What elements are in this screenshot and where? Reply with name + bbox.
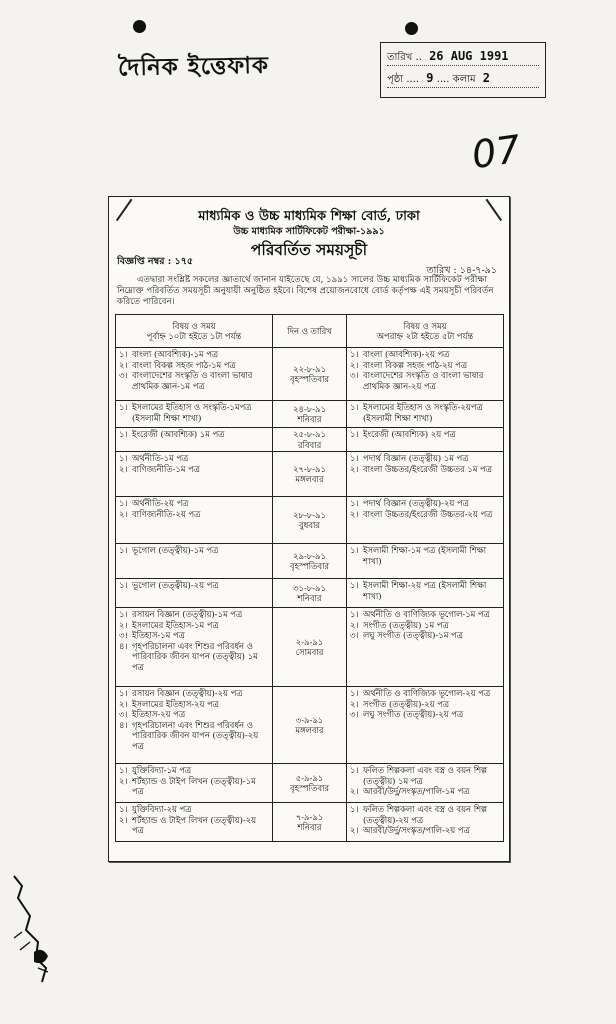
subject-text: ইসলামী শিক্ষা-১ম পত্র (ইসলামী শিক্ষা শাখা) (363, 545, 487, 566)
afternoon-subject-list (350, 580, 500, 601)
subject-number: ৩। (119, 709, 128, 719)
subject-number: ৩। (350, 709, 359, 719)
exam-date: ২৮-৮-৯১ (293, 509, 326, 520)
subject-item (350, 786, 500, 797)
subject-number: ১। (350, 609, 359, 619)
date-cell (273, 401, 347, 428)
afternoon-cell (347, 608, 504, 687)
subject-text: পদার্থ বিজ্ঞান (তত্ত্বীয়) ১ম পত্র (363, 453, 469, 463)
schedule-body (116, 348, 504, 842)
archive-number: 07 (469, 126, 524, 178)
stamp-column-label: কলাম (452, 74, 476, 85)
subject-text: ভূগোল (তত্ত্বীয়)-১ম পত্র (132, 545, 219, 555)
subject-text: বাংলাদেশের সংস্কৃতি ও বাংলা ভাষার প্রাথমিক জ্ঞান-১ম পত্র (132, 370, 253, 391)
morning-cell (116, 764, 273, 803)
subject-item (119, 641, 269, 673)
subject-text: অর্থনীতি-১ম পত্র (132, 453, 189, 463)
exam-date: ৫-৯-৯১ (295, 772, 324, 783)
subject-text: ইংরেজী (আবশ্যিক) ১ম পত্র (132, 429, 225, 439)
subject-item (350, 370, 500, 391)
subject-item (350, 804, 500, 825)
subject-text: বাণিজ্যনীতি-১ম পত্র (132, 463, 200, 474)
subject-number: ৪। (119, 719, 128, 730)
subject-number: ১। (119, 429, 128, 439)
stamp-date-label: তারিখ (387, 52, 413, 63)
afternoon-subject-list (350, 429, 500, 440)
table-row (116, 764, 504, 803)
subject-item (119, 580, 269, 591)
subject-text: বাংলা উচ্চতর/ইংরেজী উচ্চতর ১ম পত্র (363, 463, 492, 474)
subject-number: ১। (350, 429, 359, 439)
exam-name: উচ্চ মাধ্যমিক সার্টিফিকেট পরীক্ষা-১৯৯১ (233, 226, 385, 237)
afternoon-cell (347, 764, 504, 803)
table-header-row (116, 315, 504, 348)
subject-text: যুক্তিবিদ্যা-২য় পত্র (132, 804, 192, 814)
subject-item (119, 509, 269, 520)
subject-text: অর্থনীতি-২য় পত্র (132, 498, 189, 508)
subject-number: ১। (119, 609, 128, 619)
archive-stamp (380, 42, 546, 98)
morning-subject-list (119, 545, 269, 556)
subject-item (350, 699, 500, 710)
morning-subject-list (119, 429, 269, 440)
subject-item (119, 720, 269, 752)
subject-item (119, 765, 269, 776)
subject-item (119, 498, 269, 509)
afternoon-subject-list (350, 498, 500, 519)
morning-cell (116, 544, 273, 579)
afternoon-cell (347, 452, 504, 497)
stamp-page-label: পৃষ্ঠা (387, 74, 404, 85)
subject-number: ১। (119, 688, 128, 698)
subject-text: বাংলা বিকল্প সহজ পাঠ-১ম পত্র (132, 359, 236, 370)
date-cell (273, 764, 347, 803)
morning-cell (116, 687, 273, 764)
subject-item (350, 688, 500, 699)
date-cell (273, 803, 347, 842)
morning-subject-list (119, 580, 269, 591)
subject-item (119, 776, 269, 797)
subject-text: শর্টহ্যান্ড ও টাইপ লিখন (তত্ত্বীয়)-১ম পত্র (132, 775, 256, 796)
exam-day: বৃহস্পতিবার (289, 561, 330, 571)
stamp-page-value: 9 (426, 71, 434, 85)
subject-item (350, 825, 500, 836)
table-row (116, 428, 504, 452)
subject-text: ইতিহাস-২য় পত্র (132, 709, 186, 719)
subject-item (350, 545, 500, 566)
date-cell (273, 428, 347, 452)
subject-number: ৩। (350, 630, 359, 640)
subject-text: অর্থনীতি ও বাণিজ্যিক ভূগোল-১ম পত্র (363, 609, 490, 619)
exam-day: বৃহস্পতিবার (289, 374, 330, 384)
subject-number: ১। (350, 545, 359, 555)
afternoon-cell (347, 497, 504, 544)
subject-item (350, 498, 500, 509)
morning-cell (116, 428, 273, 452)
morning-cell (116, 348, 273, 401)
subject-item (350, 580, 500, 601)
subject-item (350, 429, 500, 440)
subject-number: ১। (119, 402, 128, 412)
subject-number: ৩। (350, 370, 359, 380)
exam-date: ২৯-৮-৯১ (293, 550, 326, 561)
morning-cell (116, 608, 273, 687)
notice-number: বিজ্ঞপ্তি নম্বর : ১৭৫ (117, 256, 194, 267)
subject-text: লঘু সংগীত (তত্ত্বীয়)-১ম পত্র (363, 630, 463, 640)
exam-date: ২৫-৮-৯১ (293, 429, 326, 439)
subject-item (350, 709, 500, 720)
morning-subject-list (119, 402, 269, 423)
subject-item (119, 815, 269, 836)
subject-text: ইসলামী শিক্ষা-২য় পত্র (ইসলামী শিক্ষা শাখা) (363, 580, 487, 601)
punch-hole-left (133, 20, 146, 33)
table-row (116, 803, 504, 842)
afternoon-subject-list (350, 545, 500, 566)
date-cell (273, 544, 347, 579)
exam-date: ২-৯-৯১ (295, 636, 324, 647)
subject-number: ২। (119, 463, 128, 474)
subject-item (350, 630, 500, 641)
exam-day: সোমবার (295, 647, 324, 657)
subject-text: বাংলা উচ্চতর/ইংরেজী উচ্চতর-২য় পত্র (363, 508, 493, 519)
afternoon-cell (347, 579, 504, 608)
stamp-date-value: 26 AUG 1991 (429, 49, 509, 63)
afternoon-subject-list (350, 609, 500, 641)
subject-text: সংগীত (তত্ত্বীয়)-২য় পত্র (363, 698, 450, 709)
subject-number: ১। (119, 580, 128, 590)
subject-item (119, 609, 269, 620)
subject-number: ২। (119, 508, 128, 519)
subject-item (119, 688, 269, 699)
board-name: মাধ্যমিক ও উচ্চ মাধ্যমিক শিক্ষা বোর্ড, ঢাকা (198, 209, 420, 224)
morning-cell (116, 579, 273, 608)
punch-hole-right (405, 22, 418, 35)
subject-item (350, 453, 500, 464)
table-row (116, 608, 504, 687)
subject-number: ২। (350, 786, 359, 796)
subject-text: অর্থনীতি ও বাণিজ্যিক ভূগোল-২য় পত্র (363, 688, 491, 698)
col-header-morning: বিষয় ও সময় পূর্বাহ্ন ১০টা হইতে ১টা পর্যন্ত (116, 315, 273, 348)
exam-date: ৩-৯-৯১ (295, 714, 324, 725)
subject-text: আরবী/উর্দু/সংস্কৃত/পালি-১ম পত্র (363, 786, 470, 796)
morning-cell (116, 497, 273, 544)
exam-day: শনিবার (297, 414, 322, 424)
afternoon-subject-list (350, 804, 500, 836)
subject-number: ১। (350, 765, 359, 775)
morning-subject-list (119, 609, 269, 672)
date-cell (273, 348, 347, 401)
col-header-date: দিন ও তারিখ (273, 315, 347, 348)
subject-text: পদার্থ বিজ্ঞান (তত্ত্বীয়)-২য় পত্র (363, 498, 469, 508)
subject-text: ইসলামের ইতিহাস ও সংস্কৃতি-২য়পত্র (ইসলামী শিক্ষা শাখা) (363, 402, 483, 423)
morning-subject-list (119, 804, 269, 836)
afternoon-subject-list (350, 765, 500, 797)
col-header-afternoon: বিষয় ও সময় অপরাহ্ন ২টা হইতে ৫টা পর্যন্ত (347, 315, 504, 348)
subject-item (119, 709, 269, 720)
subject-number: ১। (350, 453, 359, 463)
subject-number: ১। (350, 498, 359, 508)
exam-day: শনিবার (297, 593, 322, 603)
date-cell (273, 687, 347, 764)
subject-item (350, 402, 500, 423)
subject-text: ফলিত শিল্পকলা এবং বস্ত্র ও বয়ন শিল্প (তত্ত্বীয়)-২য় পত্র (363, 804, 488, 825)
subject-item (119, 699, 269, 710)
subject-number: ১। (119, 545, 128, 555)
newspaper-clipping (108, 196, 510, 862)
subject-item (350, 509, 500, 520)
table-row (116, 579, 504, 608)
subject-text: বাণিজ্যনীতি-২য় পত্র (132, 508, 201, 519)
exam-date: ২২-৮-৯১ (293, 363, 326, 374)
subject-text: শর্টহ্যান্ড ও টাইপ লিখন (তত্ত্বীয়)-২য় পত্র (132, 814, 257, 835)
exam-day: বৃহস্পতিবার (289, 783, 330, 793)
afternoon-cell (347, 544, 504, 579)
subject-number: ২। (350, 359, 359, 370)
subject-text: ইংরেজী (আবশ্যিক) ২য় পত্র (363, 429, 456, 439)
morning-subject-list (119, 498, 269, 519)
morning-cell (116, 452, 273, 497)
subject-item (119, 429, 269, 440)
exam-day: শনিবার (297, 822, 322, 832)
exam-day: মঙ্গলবার (295, 725, 324, 735)
subject-item (350, 360, 500, 371)
table-row (116, 348, 504, 401)
subject-item (119, 402, 269, 423)
exam-day: বুধবার (298, 520, 321, 530)
subject-number: ১। (350, 580, 359, 590)
subject-number: ১। (350, 402, 359, 412)
exam-day: রবিবার (297, 439, 322, 450)
subject-item (119, 370, 269, 391)
subject-text: বাংলা (আবশ্যিক)-১ম পত্র (132, 349, 219, 359)
exam-date: ২৭-৮-৯১ (293, 463, 326, 474)
insect-stain (8, 872, 58, 992)
morning-subject-list (119, 688, 269, 751)
subject-number: ১। (119, 765, 128, 775)
subject-text: বাংলা বিকল্প সহজ পাঠ-২য় পত্র (363, 359, 467, 370)
subject-text: রসায়ন বিজ্ঞান (তত্ত্বীয়)-১ম পত্র (132, 609, 243, 619)
stamp-date-row: তারিখ .. 26 AUG 1991 (387, 49, 539, 66)
subject-number: ২। (350, 619, 359, 630)
subject-item (119, 620, 269, 631)
subject-number: ১। (119, 498, 128, 508)
afternoon-cell (347, 687, 504, 764)
subject-number: ২। (350, 463, 359, 474)
subject-number: ২। (119, 814, 128, 825)
notice-date: তারিখ : ১৪-৭-৯১ (426, 265, 497, 276)
subject-number: ২। (119, 359, 128, 370)
subject-item (350, 620, 500, 631)
subject-text: ইসলামের ইতিহাস ও সংস্কৃতি-১মপত্র (ইসলামী শিক্ষা শাখা) (132, 402, 252, 423)
exam-day: মঙ্গলবার (295, 474, 324, 484)
subject-number: ২। (350, 508, 359, 519)
subject-number: ১। (350, 349, 359, 359)
table-row (116, 544, 504, 579)
subject-number: ১। (119, 804, 128, 814)
subject-number: ৩। (119, 370, 128, 380)
exam-date: ২৪-৮-৯১ (293, 403, 326, 414)
afternoon-cell (347, 428, 504, 452)
exam-date: ৩১-৮-৯১ (293, 582, 326, 593)
subject-item (119, 453, 269, 464)
subject-text: গৃহপরিচালনা এবং শিশুর পরিবর্ধন ও পারিবারিক জীবন যাপন (তত্ত্বীয়)-২য় পত্র (132, 719, 259, 751)
subject-number: ২। (119, 775, 128, 786)
subject-item (119, 630, 269, 641)
subject-item (119, 804, 269, 815)
subject-number: ১। (350, 688, 359, 698)
subject-number: ১। (119, 453, 128, 463)
subject-item (119, 349, 269, 360)
schedule-table (115, 314, 504, 842)
afternoon-subject-list (350, 402, 500, 423)
subject-text: সংগীত (তত্ত্বীয়) ১ম পত্র (363, 619, 449, 630)
morning-subject-list (119, 765, 269, 797)
table-row (116, 687, 504, 764)
table-row (116, 452, 504, 497)
subject-item (350, 349, 500, 360)
subject-item (119, 360, 269, 371)
date-cell (273, 497, 347, 544)
newspaper-name: দৈনিক ইত্তেফাক (117, 51, 270, 82)
date-cell (273, 608, 347, 687)
date-cell (273, 579, 347, 608)
subject-item (350, 609, 500, 620)
exam-date: ৭-৯-৯১ (295, 811, 324, 822)
subject-item (119, 464, 269, 475)
morning-subject-list (119, 453, 269, 474)
afternoon-cell (347, 401, 504, 428)
subject-text: ভূগোল (তত্ত্বীয়)-২য় পত্র (132, 580, 219, 590)
subject-text: ইসলামের ইতিহাস-২য় পত্র (132, 698, 219, 709)
subject-number: ১। (350, 804, 359, 814)
subject-text: ইতিহাস-১ম পত্র (132, 630, 185, 640)
subject-text: গৃহপরিচালনা এবং শিশুর পরিবর্ধন ও পারিবারিক জীবন যাপন (তত্ত্বীয়) ১ম পত্র (132, 640, 258, 672)
subject-text: আরবী/উর্দু/সংস্কৃত/পালি-২য় পত্র (363, 825, 470, 835)
stamp-page-row: পৃষ্ঠা .... 9 .... কলাম 2 (387, 71, 539, 88)
subject-number: ২। (119, 698, 128, 709)
subject-number: ২। (119, 619, 128, 630)
morning-cell (116, 401, 273, 428)
schedule-title: পরিবর্তিত সময়সূচী (250, 240, 368, 259)
subject-text: যুক্তিবিদ্যা-১ম পত্র (132, 765, 192, 775)
afternoon-cell (347, 348, 504, 401)
stamp-column-value: 2 (482, 71, 490, 85)
subject-number: ৩। (119, 630, 128, 640)
subject-item (119, 545, 269, 556)
subject-number: ১। (119, 349, 128, 359)
morning-cell (116, 803, 273, 842)
date-cell (273, 452, 347, 497)
subject-text: লঘু সংগীত (তত্ত্বীয়)-২য় পত্র (363, 709, 464, 719)
afternoon-subject-list (350, 688, 500, 720)
afternoon-subject-list (350, 453, 500, 474)
table-row (116, 497, 504, 544)
subject-number: ২। (350, 825, 359, 835)
afternoon-subject-list (350, 349, 500, 391)
subject-item (350, 464, 500, 475)
morning-subject-list (119, 349, 269, 391)
afternoon-cell (347, 803, 504, 842)
subject-text: বাংলাদেশের সংস্কৃতি ও বাংলা ভাষার প্রাথমিক জ্ঞান-২য় পত্র (363, 370, 484, 391)
subject-number: ২। (350, 698, 359, 709)
subject-text: ফলিত শিল্পকলা এবং বস্ত্র ও বয়ন শিল্প (তত্ত্বীয়) ১ম পত্র (363, 765, 488, 786)
subject-text: রসায়ন বিজ্ঞান (তত্ত্বীয়)-২য় পত্র (132, 688, 243, 698)
subject-text: বাংলা (আবশ্যিক)-২য় পত্র (363, 349, 450, 359)
subject-text: ইসলামের ইতিহাস-১ম পত্র (132, 619, 219, 630)
table-row (116, 401, 504, 428)
notice-intro: এতদ্বারা সংশ্লিষ্ট সকলের জ্ঞাতার্থে জানান যাইতেছে যে, ১৯৯১ সালের উচ্চ মাধ্যমিক সার্টিফিকেট পরীক্ষা নিম্নোক্ত পরিবর্তিত সময়সূচী অনুযায়ী অনুষ্ঠিত হইবে। বিশেষ প্রয়োজনবোধে বোর্ড কর্তৃপক্ষ এই সময়সূচী পরিবর্তন করিতে পারিবেন। (117, 275, 494, 307)
subject-number: ৪। (119, 640, 128, 651)
subject-item (350, 765, 500, 786)
